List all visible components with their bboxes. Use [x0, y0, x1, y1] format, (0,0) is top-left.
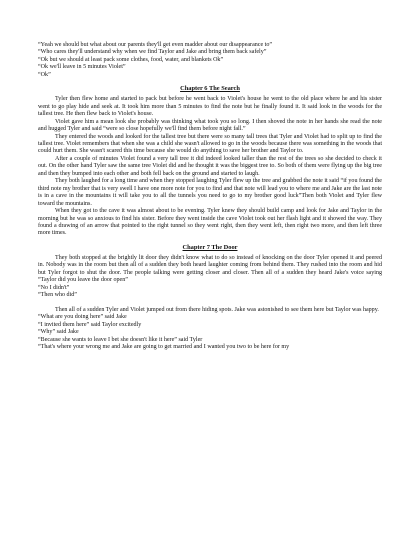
document-body: [38, 42, 382, 352]
dialogue-line: “I invited them here” said Taylor excitedly: [38, 321, 142, 328]
dialogue-line: “Ok”: [38, 71, 51, 78]
paragraph: They both laughed for a long time and when they stopped laughing Tyler flew up the tree and grabbed the note it said “if you found the third note my brother that is very swell I have one more note for you to find and that note will lead you to where me and Jake are the last note is in a cave in the mountains it will take you to all the tunnels you need to go to my brother good luck”Then both Violet and Tyler flew toward the mountains.: [38, 178, 382, 207]
dialogue-line: “Why” said Jake: [38, 329, 79, 336]
blank-line: [38, 300, 382, 307]
dialogue-line: “What are you doing here” said Jake: [38, 314, 127, 321]
paragraph: When they got to the cave it was almost about to be evening. Tyler knew they should build camp and look for Jake and Taylor in the morning but he was so anxious to find his sister. Before they went inside the cave Violet took out her flash light and it showed the way. They found a drawing of an arrow that pointed to the right tunnel so they went right, then they went left, then right two more, and then left three more times.: [38, 208, 382, 237]
dialogue-line: “Ok we'll leave in 5 minutes Violet”: [38, 64, 126, 71]
chapter-7-heading: Chapter 7 The Door: [182, 243, 238, 251]
dialogue-line: “Then who did”: [38, 292, 77, 299]
paragraph: Tyler then flew home and started to pack but before he went back to Violet's house he went to the old place where he and his sister went to go play hide and seek at. It took him more than 5 minutes to find the note but he finally found it. It said look in the woods for the tallest tree. He then flew back to Violet's house.: [38, 96, 382, 118]
dialogue-line: “Because she wants to leave I bet she doesn't like it here” said Tyler: [38, 336, 203, 343]
dialogue-line: “Ok but we should at least pack some clothes, food, water, and blankets Ok”: [38, 56, 224, 63]
paragraph: Then all of a sudden Tyler and Violet jumped out from there hiding spots. Jake was astonished to see them here but Taylor was happy.: [55, 307, 379, 314]
paragraph: After a couple of minutes Violet found a very tall tree it did indeed looked taller than the rest of the trees so she decided to check it out. On the other hand Tyler saw the same tree Violet did and he thought it was the biggest tree to. So both of them were flying up the big tree and then they bumped into each other and both fell back on the ground and started to laugh.: [38, 155, 382, 177]
dialogue-line: “That's where your wrong me and Jake are going to get married and I wanted you two to be here for my: [38, 344, 290, 351]
chapter-6-heading: Chapter 6 The Search: [180, 85, 240, 93]
dialogue-line: “Who cares they'll understand why when we find Taylor and Jake and bring them back safely”: [38, 49, 267, 56]
dialogue-line: “Yeah we should but what about our parents they'll get even madder about our disappearance to”: [38, 42, 273, 48]
paragraph: Violet gave him a mean look she probably was thinking what took you so long. I then shoved the note in her hands she read the note and hugged Tyler and said “were so close hopefully we'll find them before night fall.”: [38, 118, 382, 133]
dialogue-line: “No I didn't”: [38, 284, 70, 291]
paragraph: They both stopped at the brightly lit door they didn't know what to do so instead of knocking on the door Tyler opened it and peered in. Nobody was in the room but then all of a sudden they both heard laughter coming from behind them. They rushed into the room and hid but Tyler forgot to shut the door. The people talking were getting closer and closer. Then all of a sudden they heard Jake's voice saying “Taylor did you leave the door open”: [38, 254, 382, 284]
paragraph: They entered the woods and looked for the tallest tree but there were so many tall trees that Tyler and Violet had to split up to find the tallest tree. Violet remembers that when she was a child she wasn't allowed to go in the woods because there was something in the woods that could hurt them. She wasn't scared this time because she would do anything to save her brother and Taylor to.: [38, 133, 382, 155]
